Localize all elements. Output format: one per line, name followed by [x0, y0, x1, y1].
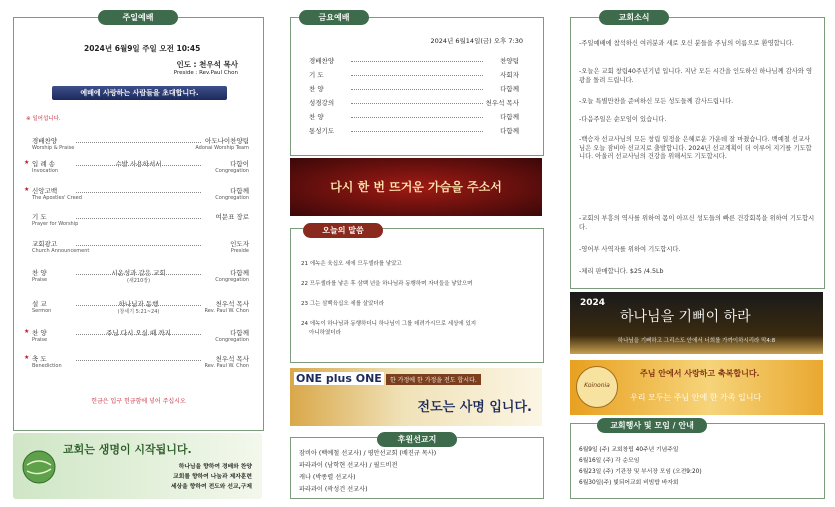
order-leader-ko: 천우석 목사	[215, 355, 249, 363]
order-leader-ko: 다함께	[230, 187, 249, 195]
news-item: -영어부 사역자를 위하여 기도합시다.	[579, 246, 681, 253]
order-row	[14, 212, 263, 232]
offering-note: 헌금은 입구 헌금함에 넣어 주십시오	[91, 398, 186, 405]
friday-item: 경배찬양	[309, 57, 335, 65]
friday-item: 찬 양	[309, 85, 324, 93]
rejoice-banner	[570, 292, 823, 354]
sunday-leader-ko: 인도 : 천우석 목사	[176, 60, 238, 69]
order-mid: 주님 다시 오실 때 까지	[106, 329, 171, 337]
news-item: -체리 판매합니다. $25 /4.5Lb	[579, 268, 664, 275]
rejoice-verse: 하나님을 기뻐하고 그리스도 안에서 너희를 가까이하시리라 막4:8	[617, 338, 776, 344]
order-title-ko: 입 례 송	[32, 160, 55, 168]
star-icon: ★	[24, 159, 30, 166]
verse-3: 23 그는 삼백육십오 세를 살았더라	[301, 301, 385, 307]
mission-tag: 후원선교지	[377, 432, 457, 447]
order-title-en: Prayer for Worship	[32, 221, 79, 227]
rejoice-title: 하나님을 기뻐이 하라	[620, 309, 751, 325]
church-life-line-2: 교회를 향하여 나눔과 제자훈련	[173, 474, 252, 480]
church-news-tag: 교회소식	[599, 10, 669, 25]
order-title-ko: 기 도	[32, 213, 47, 221]
stand-note: ※ 일어섭니다.	[26, 116, 61, 122]
event-1: 6월9일 (주) 교회창립 40주년 기념주일	[579, 447, 679, 453]
church-life-line-1: 하나님을 향하여 경배와 찬양	[178, 464, 252, 470]
church-life-line-3: 세상을 향하여 전도와 선교,구제	[170, 484, 252, 490]
order-row	[14, 354, 263, 374]
news-item: -다음주일은 순모임이 있습니다.	[579, 116, 667, 123]
order-leader-ko: 다함이	[230, 160, 249, 168]
friday-dots	[351, 61, 483, 62]
order-row	[14, 186, 263, 206]
news-item: -교회의 부흥의 역사를 위하여 몸이 아프신 성도들의 빠른 건강회복을 위하여 기도합시다.	[579, 215, 815, 231]
order-leader-ko: 다함께	[230, 269, 249, 277]
order-row	[14, 159, 263, 179]
star-icon: ★	[24, 354, 30, 361]
mission-3: 캐나 (박종렬 선교사)	[299, 474, 356, 481]
order-row	[14, 299, 263, 319]
mission-4: 파라과이 (곽성건 선교사)	[299, 486, 368, 493]
order-dots	[76, 360, 201, 361]
order-leader-en: Congregation	[215, 337, 249, 343]
order-mid: 시온성과 같은 교회	[111, 269, 166, 277]
order-leader-en: Preside	[230, 248, 249, 254]
friday-dots	[351, 89, 483, 90]
news-item: -오늘은 교회 창립40주년기념 입니다. 지난 모든 시간을 인도하신 하나님께 감사와 영광을 돌려 드립니다.	[579, 68, 813, 84]
passion-banner-text: 다시 한 번 뜨거운 가슴을 주소서	[330, 180, 502, 194]
one-plus-one-banner	[290, 368, 542, 426]
order-dots	[76, 142, 201, 143]
order-title-en: Sermon	[32, 308, 52, 314]
order-row	[14, 239, 263, 259]
order-leader-en: Rev. Paul W. Chon	[204, 363, 249, 369]
friday-item: 찬 양	[309, 113, 324, 121]
welcome-banner	[52, 86, 227, 100]
order-leader-ko: 다함께	[230, 329, 249, 337]
order-leader-en: Congregation	[215, 168, 249, 174]
order-mid-sub: (새210장)	[126, 278, 151, 284]
church-news-panel	[570, 13, 825, 289]
friday-item: 통성기도	[309, 127, 335, 135]
news-item: -백승자 선교사님의 모든 창립 일정을 은혜로운 가운데 잘 마쳤습니다. 백예철 선교사님은 오늘 잠비아 선교지로 출발합니다. 2024년 선교계획이 더 이루어 지기를 기도합니다. 아울러 선교사님의 건강을 위해서도 기도합시다.	[579, 136, 812, 160]
order-mid: 하나님과 동행	[118, 300, 159, 308]
event-2: 6월16일 (주) 각 순모임	[579, 458, 640, 464]
one-plus-one-sub: 한 가정에 한 가정을 전도 합시다.	[386, 374, 481, 385]
friday-item: 성경강의	[309, 99, 335, 107]
order-leader-en: Adonai Worship Team	[195, 145, 249, 151]
order-dots	[76, 165, 201, 166]
todays-word-panel	[290, 228, 544, 363]
order-title-ko: 설 교	[32, 300, 47, 308]
friday-date: 2024년 6월14일(금) 오후 7:30	[430, 37, 523, 45]
order-title-ko: 찬 양	[32, 269, 47, 277]
order-title-ko: 축 도	[32, 355, 47, 363]
friday-leader: 천우석 목사	[485, 99, 519, 107]
star-icon: ★	[24, 328, 30, 335]
friday-dots	[351, 131, 483, 132]
friday-worship-panel	[290, 13, 544, 156]
todays-word-tag: 오늘의 말씀	[303, 223, 383, 238]
order-title-ko: 찬 양	[32, 329, 47, 337]
order-leader-ko: 아도나이찬양팀	[205, 137, 249, 145]
event-3: 6월23일 (주) 기관장 및 부서장 모임 (오전9:20)	[579, 469, 702, 475]
friday-dots	[351, 117, 483, 118]
order-leader-ko: 여문표 장로	[215, 213, 249, 221]
friday-leader: 다함께	[500, 127, 519, 135]
order-dots	[76, 245, 201, 246]
news-item: -오늘 특별만찬을 준비하신 모든 성도들께 감사드립니다.	[579, 98, 734, 105]
koinonia-logo-text: Koinonia	[584, 382, 610, 389]
friday-worship-tag: 금요예배	[299, 10, 369, 25]
verse-2: 22 므두셀라를 낳은 후 삼백 년을 하나님과 동행하며 자녀들을 낳았으며	[301, 281, 473, 287]
friday-leader: 다함께	[500, 113, 519, 121]
rejoice-year: 2024	[580, 298, 606, 308]
friday-dots	[351, 75, 483, 76]
sunday-worship-tag: 주일예배	[98, 10, 178, 25]
welcome-text: 예배에 사랑하는 사람들을 초대합니다.	[80, 89, 199, 97]
friday-dots	[351, 103, 483, 104]
verse-1: 21 에녹은 육십오 세에 므두셀라를 낳았고	[301, 261, 402, 267]
order-title-ko: 신앙고백	[32, 187, 58, 195]
order-mid-sub: (창세기 5:21~24)	[117, 309, 160, 315]
church-life-banner	[13, 433, 262, 499]
event-4: 6월30일(주) 빛되어교회 비빔밥 바자회	[579, 480, 679, 486]
koinonia-sub: 우리 모두는 주님 안에 한 가족 입니다	[630, 393, 762, 402]
order-dots	[76, 274, 201, 275]
order-title-en: Worship & Praise	[32, 145, 75, 151]
order-leader-en: Congregation	[215, 195, 249, 201]
order-dots	[76, 334, 201, 335]
friday-leader: 사회자	[500, 71, 519, 79]
one-plus-one-big: 전도는 사명 입니다.	[417, 400, 532, 415]
mission-2: 파라과이 (남학현 선교사) / 필드비전	[299, 462, 398, 469]
church-life-title: 교회는 생명이 시작됩니다.	[63, 443, 192, 456]
order-row	[14, 136, 263, 156]
koinonia-logo	[576, 366, 618, 408]
friday-leader: 찬양팀	[500, 57, 519, 65]
globe-icon	[19, 447, 59, 487]
friday-leader: 다함께	[500, 85, 519, 93]
order-title-en: Praise	[32, 337, 48, 343]
friday-item: 기 도	[309, 71, 324, 79]
order-row	[14, 328, 263, 348]
order-leader-ko: 인도자	[230, 240, 249, 248]
order-title-ko: 교회광고	[32, 240, 58, 248]
order-leader-en: Rev. Paul W. Chon	[204, 308, 249, 314]
events-panel	[570, 423, 825, 499]
sunday-worship-panel	[13, 13, 264, 431]
order-title-en: Invocation	[32, 168, 59, 174]
news-item: -주일예배에 참석하신 여러분과 새로 오신 분들을 주님의 이름으로 환영합니다.	[579, 40, 794, 47]
sunday-date: 2024년 6월9일 주일 오전 10:45	[84, 44, 201, 53]
order-title-ko: 경배찬양	[32, 137, 58, 145]
order-leader-en: Congregation	[215, 277, 249, 283]
order-dots	[76, 218, 201, 219]
mission-1: 잠비아 (백예철 선교사) / 평안선교회 (배진규 목사)	[299, 450, 437, 457]
verse-4-cont: 아니하였더라	[309, 330, 341, 336]
order-mid: 수발 사용하셔서	[115, 160, 162, 168]
events-tag: 교회행사 및 모임 / 안내	[597, 418, 707, 433]
order-title-en: Praise	[32, 277, 48, 283]
order-title-en: The Apostles' Creed	[32, 195, 82, 201]
mission-panel	[290, 437, 544, 499]
order-title-en: Benediction	[32, 363, 62, 369]
star-icon: ★	[24, 186, 30, 193]
order-dots	[76, 305, 201, 306]
verse-4: 24 에녹이 하나님과 동행하더니 하나님이 그를 데려가시므로 세상에 있지	[301, 321, 477, 327]
koinonia-title: 주님 안에서 사랑하고 축복합니다.	[640, 369, 760, 378]
order-title-en: Church Announcement	[32, 248, 90, 254]
sunday-leader-en: Preside : Rev.Paul Chon	[173, 70, 238, 76]
one-plus-one-title: ONE plus ONE	[296, 372, 382, 385]
passion-banner	[290, 158, 542, 216]
koinonia-banner	[570, 360, 823, 415]
order-dots	[76, 192, 201, 193]
order-leader-ko: 천우석 목사	[215, 300, 249, 308]
order-row	[14, 268, 263, 288]
